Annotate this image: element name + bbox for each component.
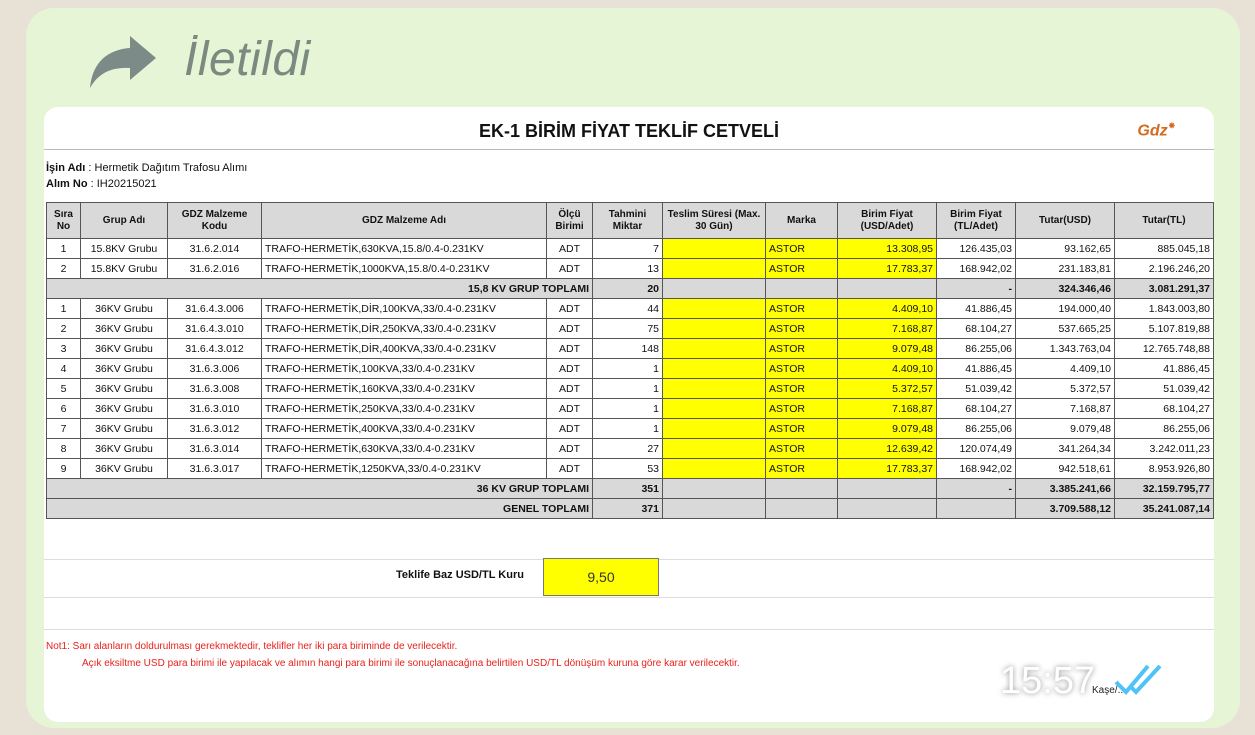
- column-header: Marka: [766, 203, 838, 239]
- table-cell: 2.196.246,20: [1115, 259, 1214, 279]
- total-cell: 3.385.241,66: [1016, 479, 1115, 499]
- table-cell: 27: [593, 439, 663, 459]
- table-cell: 7.168,87: [838, 319, 937, 339]
- table-cell: 942.518,61: [1016, 459, 1115, 479]
- table-cell: 12.765.748,88: [1115, 339, 1214, 359]
- column-header: Tutar(USD): [1016, 203, 1115, 239]
- table-cell: 2: [47, 319, 81, 339]
- table-cell: ADT: [547, 319, 593, 339]
- table-cell: 13.308,95: [838, 239, 937, 259]
- table-cell: 5.372,57: [1016, 379, 1115, 399]
- table-cell: 31.6.3.012: [168, 419, 262, 439]
- table-cell: 86.255,06: [937, 339, 1016, 359]
- table-cell: [663, 299, 766, 319]
- message-time: 15:57: [1000, 660, 1096, 702]
- table-cell: ASTOR: [766, 379, 838, 399]
- total-cell: 15,8 KV GRUP TOPLAMI: [47, 279, 593, 299]
- column-header: Birim Fiyat (TL/Adet): [937, 203, 1016, 239]
- table-header-row: [47, 203, 1214, 239]
- total-cell: 324.346,46: [1016, 279, 1115, 299]
- table-cell: TRAFO-HERMETİK,400KVA,33/0.4-0.231KV: [262, 419, 547, 439]
- table-cell: ADT: [547, 299, 593, 319]
- table-cell: 7.168,87: [838, 399, 937, 419]
- table-cell: 4.409,10: [838, 359, 937, 379]
- total-row: [47, 279, 1214, 299]
- table-cell: TRAFO-HERMETİK,630KVA,15.8/0.4-0.231KV: [262, 239, 547, 259]
- table-cell: ASTOR: [766, 459, 838, 479]
- table-cell: ADT: [547, 439, 593, 459]
- table-cell: 885.045,18: [1115, 239, 1214, 259]
- total-cell: GENEL TOPLAMI: [47, 499, 593, 519]
- table-row: [47, 439, 1214, 459]
- table-cell: 4: [47, 359, 81, 379]
- table-cell: ASTOR: [766, 239, 838, 259]
- table-cell: 31.6.4.3.006: [168, 299, 262, 319]
- table-cell: 341.264,34: [1016, 439, 1115, 459]
- table-cell: 68.104,27: [937, 399, 1016, 419]
- table-cell: 13: [593, 259, 663, 279]
- table-cell: 9.079,48: [838, 339, 937, 359]
- forwarded-label: İletildi: [184, 33, 311, 86]
- total-row: [47, 479, 1214, 499]
- table-cell: [663, 459, 766, 479]
- table-cell: 537.665,25: [1016, 319, 1115, 339]
- double-check-icon: [1114, 662, 1164, 696]
- total-cell: 3.081.291,37: [1115, 279, 1214, 299]
- table-cell: [663, 419, 766, 439]
- table-cell: 31.6.3.014: [168, 439, 262, 459]
- table-cell: [663, 379, 766, 399]
- table-cell: ASTOR: [766, 419, 838, 439]
- table-cell: 1: [593, 419, 663, 439]
- table-cell: ADT: [547, 259, 593, 279]
- table-cell: ADT: [547, 379, 593, 399]
- table-cell: TRAFO-HERMETİK,DİR,250KVA,33/0.4-0.231KV: [262, 319, 547, 339]
- table-cell: 53: [593, 459, 663, 479]
- table-cell: 68.104,27: [1115, 399, 1214, 419]
- stamp-label: Kaşe/...: [1092, 685, 1126, 696]
- table-cell: ADT: [547, 399, 593, 419]
- table-cell: 6: [47, 399, 81, 419]
- table-cell: 9: [47, 459, 81, 479]
- table-cell: 148: [593, 339, 663, 359]
- table-cell: ADT: [547, 419, 593, 439]
- table-cell: TRAFO-HERMETİK,1250KVA,33/0.4-0.231KV: [262, 459, 547, 479]
- table-cell: [663, 259, 766, 279]
- table-cell: [663, 439, 766, 459]
- table-cell: ASTOR: [766, 439, 838, 459]
- total-cell: [838, 279, 937, 299]
- table-cell: 4.409,10: [838, 299, 937, 319]
- table-cell: 1.343.763,04: [1016, 339, 1115, 359]
- table-cell: 31.6.3.008: [168, 379, 262, 399]
- job-info: İşin Adı : Hermetik Dağıtım Trafosu Alımı: [46, 162, 248, 174]
- table-row: [47, 339, 1214, 359]
- table-cell: 17.783,37: [838, 459, 937, 479]
- table-cell: 51.039,42: [937, 379, 1016, 399]
- table-cell: 5.107.819,88: [1115, 319, 1214, 339]
- total-cell: [937, 499, 1016, 519]
- table-cell: 7: [47, 419, 81, 439]
- table-cell: ASTOR: [766, 339, 838, 359]
- table-cell: ADT: [547, 459, 593, 479]
- table-cell: 168.942,02: [937, 259, 1016, 279]
- table-cell: ASTOR: [766, 299, 838, 319]
- table-cell: 168.942,02: [937, 459, 1016, 479]
- table-row: [47, 319, 1214, 339]
- table-cell: 9.079,48: [1016, 419, 1115, 439]
- table-cell: ADT: [547, 359, 593, 379]
- table-row: [47, 359, 1214, 379]
- total-cell: 32.159.795,77: [1115, 479, 1214, 499]
- table-cell: 36KV Grubu: [81, 339, 168, 359]
- table-cell: 1: [47, 299, 81, 319]
- total-cell: 3.709.588,12: [1016, 499, 1115, 519]
- table-cell: 36KV Grubu: [81, 419, 168, 439]
- table-cell: 194.000,40: [1016, 299, 1115, 319]
- exchange-rate-value: 9,50: [543, 558, 659, 596]
- exchange-rate-label: Teklife Baz USD/TL Kuru: [396, 569, 524, 581]
- column-header: GDZ Malzeme Adı: [262, 203, 547, 239]
- table-cell: TRAFO-HERMETİK,250KVA,33/0.4-0.231KV: [262, 399, 547, 419]
- table-row: [47, 379, 1214, 399]
- total-cell: 371: [593, 499, 663, 519]
- table-cell: ASTOR: [766, 399, 838, 419]
- table-cell: TRAFO-HERMETİK,160KVA,33/0.4-0.231KV: [262, 379, 547, 399]
- table-cell: 36KV Grubu: [81, 299, 168, 319]
- table-cell: 15.8KV Grubu: [81, 239, 168, 259]
- total-cell: 20: [593, 279, 663, 299]
- table-cell: 41.886,45: [937, 299, 1016, 319]
- total-cell: [838, 499, 937, 519]
- table-cell: 17.783,37: [838, 259, 937, 279]
- table-cell: [663, 239, 766, 259]
- table-cell: 36KV Grubu: [81, 439, 168, 459]
- divider: [44, 629, 1214, 630]
- column-header: Sıra No: [47, 203, 81, 239]
- table-cell: 86.255,06: [1115, 419, 1214, 439]
- table-cell: [663, 359, 766, 379]
- total-cell: -: [937, 279, 1016, 299]
- total-row: [47, 499, 1214, 519]
- table-cell: 7: [593, 239, 663, 259]
- table-cell: 86.255,06: [937, 419, 1016, 439]
- table-cell: 36KV Grubu: [81, 399, 168, 419]
- table-cell: 1: [593, 379, 663, 399]
- table-cell: ASTOR: [766, 319, 838, 339]
- document-title: EK-1 BİRİM FİYAT TEKLİF CETVELİ: [478, 121, 779, 141]
- table-cell: 93.162,65: [1016, 239, 1115, 259]
- table-cell: 9.079,48: [838, 419, 937, 439]
- table-cell: 8.953.926,80: [1115, 459, 1214, 479]
- total-cell: [663, 279, 766, 299]
- table-cell: 1: [593, 399, 663, 419]
- table-cell: 31.6.3.006: [168, 359, 262, 379]
- table-cell: TRAFO-HERMETİK,1000KVA,15.8/0.4-0.231KV: [262, 259, 547, 279]
- table-cell: 1.843.003,80: [1115, 299, 1214, 319]
- total-cell: [663, 479, 766, 499]
- price-table: [46, 202, 1214, 519]
- table-cell: [663, 319, 766, 339]
- table-row: [47, 259, 1214, 279]
- table-cell: 75: [593, 319, 663, 339]
- table-cell: 12.639,42: [838, 439, 937, 459]
- table-cell: 5.372,57: [838, 379, 937, 399]
- column-header: Teslim Süresi (Max. 30 Gün): [663, 203, 766, 239]
- column-header: GDZ Malzeme Kodu: [168, 203, 262, 239]
- gdz-logo: Gdz⁕: [1137, 121, 1176, 140]
- table-cell: 44: [593, 299, 663, 319]
- table-cell: 31.6.4.3.012: [168, 339, 262, 359]
- total-cell: [766, 279, 838, 299]
- table-cell: 31.6.4.3.010: [168, 319, 262, 339]
- table-cell: 41.886,45: [1115, 359, 1214, 379]
- table-row: [47, 399, 1214, 419]
- table-cell: 126.435,03: [937, 239, 1016, 259]
- note-1: Not1: Sarı alanların doldurulması gerekmektedir, teklifler her iki para biriminde de verilecektir.: [46, 641, 458, 652]
- table-cell: 41.886,45: [937, 359, 1016, 379]
- total-cell: 36 KV GRUP TOPLAMI: [47, 479, 593, 499]
- table-cell: ADT: [547, 339, 593, 359]
- divider: [44, 597, 1214, 598]
- table-cell: 231.183,81: [1016, 259, 1115, 279]
- table-cell: 31.6.2.014: [168, 239, 262, 259]
- table-cell: TRAFO-HERMETİK,100KVA,33/0.4-0.231KV: [262, 359, 547, 379]
- column-header: Tahmini Miktar: [593, 203, 663, 239]
- table-cell: [663, 339, 766, 359]
- table-row: [47, 459, 1214, 479]
- table-cell: 3.242.011,23: [1115, 439, 1214, 459]
- table-cell: ASTOR: [766, 259, 838, 279]
- table-row: [47, 299, 1214, 319]
- table-cell: 31.6.3.017: [168, 459, 262, 479]
- column-header: Tutar(TL): [1115, 203, 1214, 239]
- table-cell: 2: [47, 259, 81, 279]
- table-row: [47, 419, 1214, 439]
- table-cell: 31.6.2.016: [168, 259, 262, 279]
- table-cell: 120.074,49: [937, 439, 1016, 459]
- table-cell: 4.409,10: [1016, 359, 1115, 379]
- table-cell: 8: [47, 439, 81, 459]
- table-cell: 36KV Grubu: [81, 359, 168, 379]
- column-header: Birim Fiyat (USD/Adet): [838, 203, 937, 239]
- table-row: [47, 239, 1214, 259]
- table-cell: 5: [47, 379, 81, 399]
- table-cell: 3: [47, 339, 81, 359]
- table-cell: 1: [593, 359, 663, 379]
- note-2: Açık eksiltme USD para birimi ile yapılacak ve alımın hangi para birimi ile sonuçlanacağına belirtilen USD/TL dönüşüm kuruna göre karar verilecektir.: [82, 658, 740, 669]
- table-cell: [663, 399, 766, 419]
- table-cell: 31.6.3.010: [168, 399, 262, 419]
- table-cell: 36KV Grubu: [81, 379, 168, 399]
- document-image[interactable]: [44, 107, 1214, 722]
- table-cell: 51.039,42: [1115, 379, 1214, 399]
- total-cell: [838, 479, 937, 499]
- total-cell: 35.241.087,14: [1115, 499, 1214, 519]
- table-cell: ADT: [547, 239, 593, 259]
- table-cell: 36KV Grubu: [81, 319, 168, 339]
- table-cell: 7.168,87: [1016, 399, 1115, 419]
- total-cell: -: [937, 479, 1016, 499]
- column-header: Ölçü Birimi: [547, 203, 593, 239]
- purchase-info: Alım No : IH20215021: [46, 178, 157, 190]
- table-cell: 1: [47, 239, 81, 259]
- column-header: Grup Adı: [81, 203, 168, 239]
- table-cell: 36KV Grubu: [81, 459, 168, 479]
- table-cell: TRAFO-HERMETİK,630KVA,33/0.4-0.231KV: [262, 439, 547, 459]
- table-cell: TRAFO-HERMETİK,DİR,400KVA,33/0.4-0.231KV: [262, 339, 547, 359]
- total-cell: [766, 499, 838, 519]
- total-cell: [663, 499, 766, 519]
- total-cell: [766, 479, 838, 499]
- total-cell: 351: [593, 479, 663, 499]
- table-cell: 68.104,27: [937, 319, 1016, 339]
- forward-arrow-icon: [86, 34, 158, 90]
- title-divider: [44, 149, 1214, 150]
- table-cell: 15.8KV Grubu: [81, 259, 168, 279]
- table-cell: TRAFO-HERMETİK,DİR,100KVA,33/0.4-0.231KV: [262, 299, 547, 319]
- table-cell: ASTOR: [766, 359, 838, 379]
